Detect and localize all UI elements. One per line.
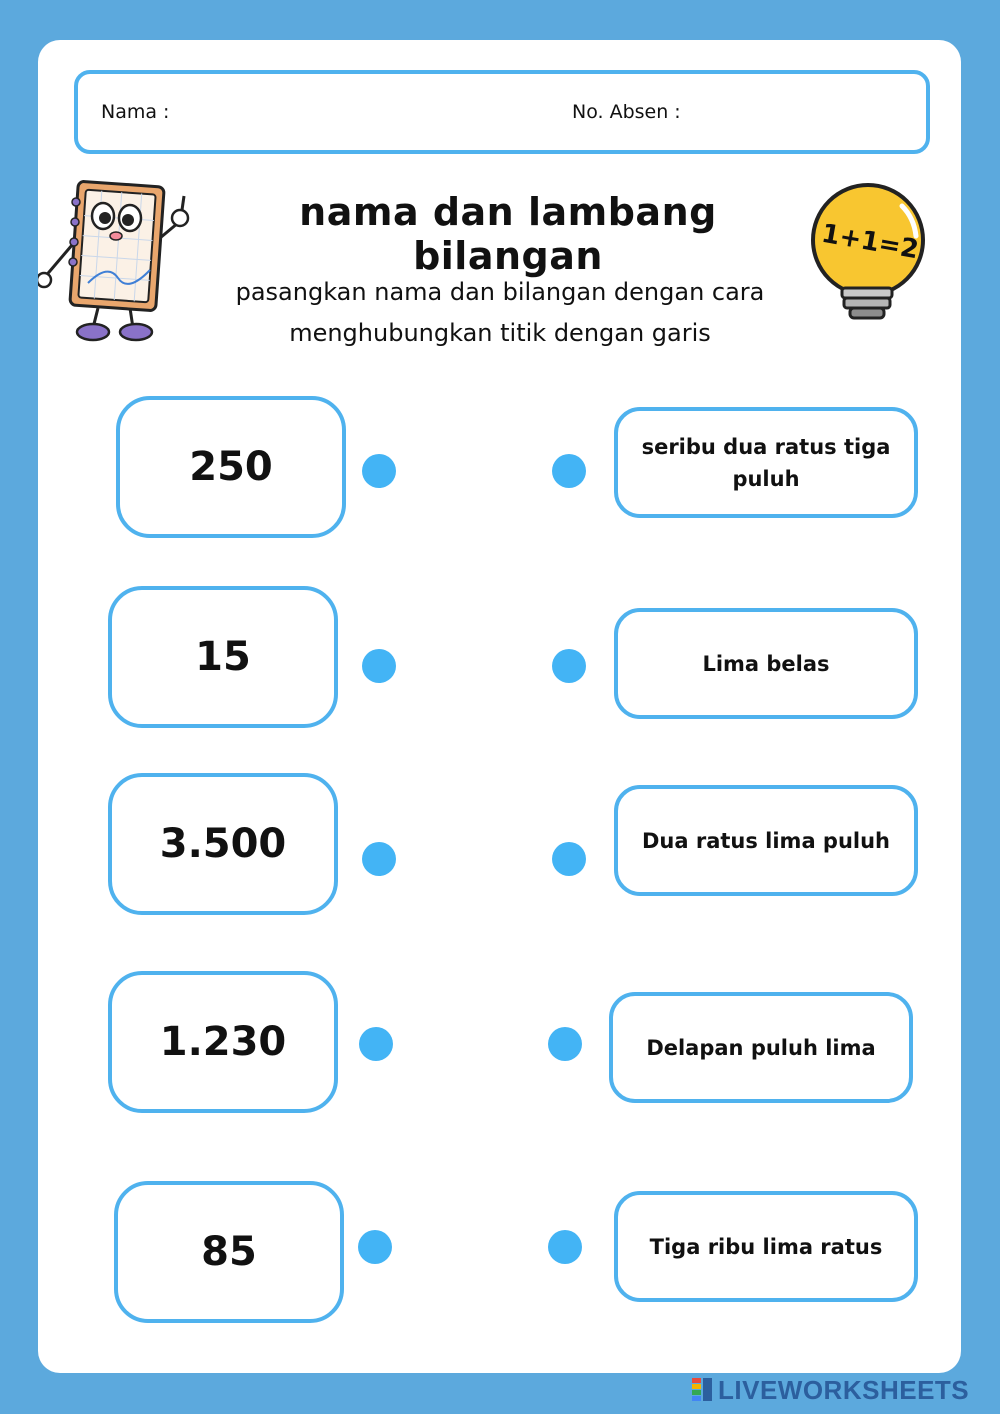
number-box-3 xyxy=(108,773,338,915)
number-value: 3.500 xyxy=(159,821,287,867)
number-value: 15 xyxy=(195,634,251,680)
word-box-1 xyxy=(614,407,918,518)
instruction-line-2: menghubungkan titik dengan garis xyxy=(289,319,711,347)
word-value: Tiga ribu lima ratus xyxy=(649,1234,883,1259)
word-value: Lima belas xyxy=(702,651,830,676)
word-value: seribu dua ratus tiga puluh xyxy=(641,434,891,491)
word-value: Dua ratus lima puluh xyxy=(641,828,891,853)
word-box-4 xyxy=(609,992,913,1103)
footer-logo[interactable] xyxy=(692,1374,969,1406)
left-dot-1[interactable] xyxy=(362,454,396,488)
left-dot-4[interactable] xyxy=(359,1027,393,1061)
number-box-1 xyxy=(116,396,346,538)
word-box-5 xyxy=(614,1191,918,1302)
right-dot-2[interactable] xyxy=(552,649,586,683)
left-dot-3[interactable] xyxy=(362,842,396,876)
number-value: 85 xyxy=(201,1229,257,1275)
number-box-4 xyxy=(108,971,338,1113)
number-value: 1.230 xyxy=(159,1019,287,1065)
absen-label: No. Absen : xyxy=(572,101,681,123)
instruction-line-1: pasangkan nama dan bilangan dengan cara xyxy=(235,278,765,306)
word-box-3 xyxy=(614,785,918,896)
right-dot-4[interactable] xyxy=(548,1027,582,1061)
number-box-2 xyxy=(108,586,338,728)
left-dot-5[interactable] xyxy=(358,1230,392,1264)
page-title: nama dan lambang bilangan xyxy=(299,190,717,278)
notebook-mascot-icon xyxy=(38,178,198,348)
right-dot-3[interactable] xyxy=(552,842,586,876)
name-label: Nama : xyxy=(101,101,170,123)
liveworksheets-logo-icon xyxy=(692,1378,712,1402)
word-box-2 xyxy=(614,608,918,719)
worksheet-page xyxy=(38,40,961,1373)
footer-brand: LIVEWORKSHEETS xyxy=(718,1374,970,1405)
number-box-5 xyxy=(114,1181,344,1323)
left-dot-2[interactable] xyxy=(362,649,396,683)
number-value: 250 xyxy=(189,444,273,490)
instruction-text xyxy=(198,272,802,354)
right-dot-5[interactable] xyxy=(548,1230,582,1264)
student-info-box xyxy=(74,70,930,154)
right-dot-1[interactable] xyxy=(552,454,586,488)
light-bulb-icon xyxy=(806,178,936,328)
bulb-equation: 1+1=2 xyxy=(819,218,921,266)
word-value: Delapan puluh lima xyxy=(646,1035,876,1060)
